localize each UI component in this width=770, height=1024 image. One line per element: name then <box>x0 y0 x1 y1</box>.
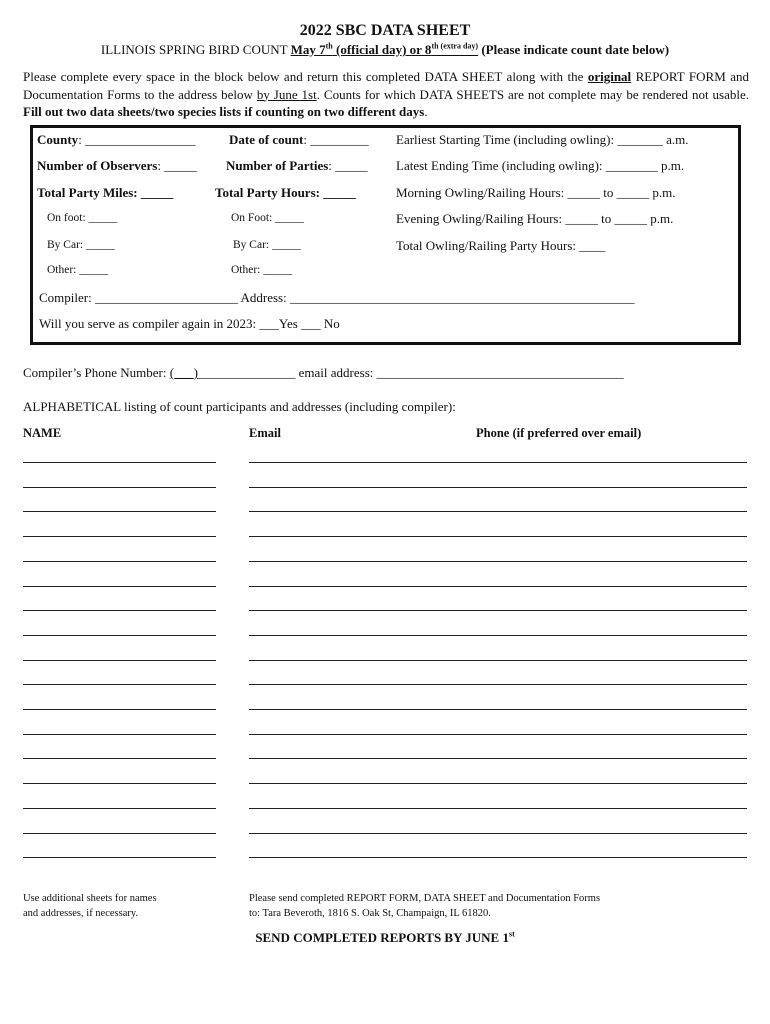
phone-email-blanks: _______________ email address: ______________________________________ <box>197 365 624 380</box>
email-phone-entry-line[interactable] <box>249 734 747 735</box>
morning-owling-field[interactable]: Morning Owling/Railing Hours: _____ to _____ p.m. <box>396 185 676 200</box>
party-hours-field[interactable]: Total Party Hours: _____ <box>215 185 356 200</box>
miles-other-field[interactable]: Other: _____ <box>47 264 109 276</box>
intro-end: . <box>424 104 428 119</box>
email-phone-entry-line[interactable] <box>249 857 747 858</box>
name-entry-line[interactable] <box>23 783 216 784</box>
footer-left-line2: and addresses, if necessary. <box>23 908 139 919</box>
miles-on-foot-field[interactable]: On foot: _____ <box>47 212 118 224</box>
email-phone-entry-line[interactable] <box>249 758 747 759</box>
county-label: County <box>37 132 79 147</box>
subtitle-sup-2: th (extra day) <box>431 41 479 51</box>
email-phone-entry-line[interactable] <box>249 610 747 611</box>
email-phone-entry-line[interactable] <box>249 586 747 587</box>
column-phone-header: Phone (if preferred over email) <box>476 426 642 440</box>
name-entry-line[interactable] <box>23 487 216 488</box>
county-blank: : _________________ <box>78 132 196 147</box>
date-field[interactable] <box>229 132 369 148</box>
latest-time-field[interactable]: Latest Ending Time (including owling): ________ p.m. <box>396 158 685 173</box>
intro-paragraph <box>23 68 749 121</box>
earliest-time-field[interactable]: Earliest Starting Time (including owling): _______ a.m. <box>396 132 689 147</box>
name-entry-line[interactable] <box>23 833 216 834</box>
name-entry-line[interactable] <box>23 758 216 759</box>
total-owling-field[interactable]: Total Owling/Railing Party Hours: ____ <box>396 238 606 253</box>
name-entry-line[interactable] <box>23 586 216 587</box>
date-label: Date of count <box>229 132 304 147</box>
email-phone-entry-line[interactable] <box>249 808 747 809</box>
observers-blank: : _____ <box>157 158 197 173</box>
email-phone-entry-line[interactable] <box>249 462 747 463</box>
column-name-header: NAME <box>23 426 62 440</box>
footer-mailing-note <box>249 891 600 921</box>
party-miles-field[interactable]: Total Party Miles: _____ <box>37 185 174 200</box>
page-subtitle <box>0 42 770 58</box>
miles-by-car-field[interactable]: By Car: _____ <box>47 239 115 251</box>
column-email-header: Email <box>249 426 281 440</box>
send-sup: st <box>508 929 515 939</box>
subtitle-prefix: ILLINOIS SPRING BIRD COUNT <box>100 42 291 57</box>
date-blank: : _________ <box>303 132 369 147</box>
intro-part2: REPORT FORM and Documentation Forms to the address below <box>23 69 750 102</box>
email-phone-entry-line[interactable] <box>249 561 747 562</box>
hours-by-car-field[interactable]: By Car: _____ <box>233 239 301 251</box>
footer-right-line1: Please send completed REPORT FORM, DATA SHEET and Documentation Forms <box>249 893 601 904</box>
send-label: SEND COMPLETED REPORTS BY JUNE 1 <box>255 930 509 945</box>
intro-original: original <box>587 69 632 84</box>
subtitle-count-dates <box>291 42 479 57</box>
send-deadline <box>0 930 770 946</box>
intro-bold-note: Fill out two data sheets/two species lists if counting on two different days <box>23 104 425 119</box>
name-entry-line[interactable] <box>23 511 216 512</box>
name-entry-line[interactable] <box>23 808 216 809</box>
name-entry-line[interactable] <box>23 660 216 661</box>
serve-again-field[interactable]: Will you serve as compiler again in 2023: ___Yes ___ No <box>39 316 340 331</box>
email-phone-entry-line[interactable] <box>249 536 747 537</box>
footer-left-note <box>23 891 157 921</box>
phone-area-code: (___) <box>169 365 198 380</box>
subtitle-may: May 7 <box>290 42 326 57</box>
name-entry-line[interactable] <box>23 635 216 636</box>
subtitle-sup-1: th <box>325 41 333 51</box>
name-entry-line[interactable] <box>23 536 216 537</box>
name-entry-line[interactable] <box>23 709 216 710</box>
parties-blank: : _____ <box>328 158 368 173</box>
intro-deadline: by June 1st <box>256 86 317 102</box>
intro-part3: . Counts for which DATA SHEETS are not complete may be rendered not usable. <box>316 86 749 102</box>
participants-heading: ALPHABETICAL listing of count participants and addresses (including compiler): <box>23 399 456 414</box>
name-entry-line[interactable] <box>23 684 216 685</box>
observers-field[interactable] <box>37 158 197 174</box>
hours-other-field[interactable]: Other: _____ <box>231 264 293 276</box>
email-phone-entry-line[interactable] <box>249 635 747 636</box>
subtitle-mid: (official day) or 8 <box>332 42 432 57</box>
hours-on-foot-field[interactable]: On Foot: _____ <box>231 212 304 224</box>
footer-left-line1: Use additional sheets for names <box>23 893 157 904</box>
email-phone-entry-line[interactable] <box>249 660 747 661</box>
parties-label: Number of Parties <box>226 158 329 173</box>
name-entry-line[interactable] <box>23 610 216 611</box>
email-phone-entry-line[interactable] <box>249 783 747 784</box>
observers-label: Number of Observers <box>37 158 158 173</box>
name-entry-line[interactable] <box>23 462 216 463</box>
parties-field[interactable] <box>226 158 368 174</box>
count-data-block <box>30 125 741 345</box>
compiler-address-field[interactable]: Compiler: ______________________ Address: _____________________________________________________ <box>39 290 635 305</box>
compiler-contact-row[interactable] <box>23 365 624 381</box>
email-phone-entry-line[interactable] <box>249 511 747 512</box>
name-entry-line[interactable] <box>23 734 216 735</box>
page-title: 2022 SBC DATA SHEET <box>299 22 471 39</box>
footer-right-line2: to: Tara Beveroth, 1816 S. Oak St, Champaign, IL 61820. <box>249 908 491 919</box>
subtitle-suffix: (Please indicate count date below) <box>478 42 670 57</box>
email-phone-entry-line[interactable] <box>249 487 747 488</box>
phone-label: Compiler’s Phone Number: <box>23 365 170 380</box>
county-field[interactable] <box>37 132 196 148</box>
name-entry-line[interactable] <box>23 857 216 858</box>
evening-owling-field[interactable]: Evening Owling/Railing Hours: _____ to _____ p.m. <box>396 211 674 226</box>
intro-part1: Please complete every space in the block below and return this completed DATA SHEET along with the <box>23 69 588 84</box>
email-phone-entry-line[interactable] <box>249 833 747 834</box>
email-phone-entry-line[interactable] <box>249 709 747 710</box>
email-phone-entry-line[interactable] <box>249 684 747 685</box>
name-entry-line[interactable] <box>23 561 216 562</box>
